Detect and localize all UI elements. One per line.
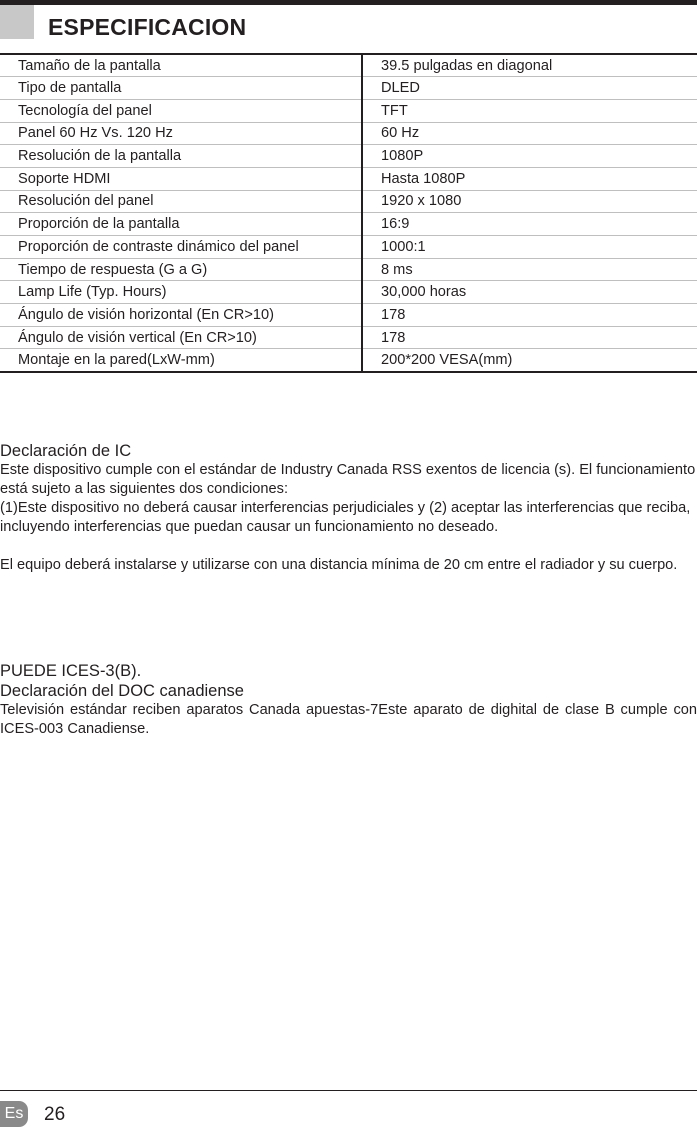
spec-row [0, 349, 697, 372]
spec-label: Proporción de contraste dinámico del panel [0, 236, 362, 259]
spec-row [0, 99, 697, 122]
spec-value: 1080P [362, 145, 697, 168]
ic-paragraph-3: El equipo deberá instalarse y utilizarse con una distancia mínima de 20 cm entre el radiador y su cuerpo. [0, 557, 678, 573]
spec-label: Tipo de pantalla [0, 77, 362, 100]
spec-label: Panel 60 Hz Vs. 120 Hz [0, 122, 362, 145]
spec-value: Hasta 1080P [362, 167, 697, 190]
spec-label: Soporte HDMI [0, 167, 362, 190]
spec-value: 30,000 horas [362, 281, 697, 304]
ic-paragraph-2: (1)Este dispositivo no deberá causar interferencias perjudiciales y (2) aceptar las interferencias que reciba, incluyendo interferencias que puedan causar un funcionamiento no deseado. [0, 500, 691, 535]
spec-label: Ángulo de visión vertical (En CR>10) [0, 326, 362, 349]
page-title: ESPECIFICACION [48, 14, 247, 40]
title-block [0, 5, 34, 39]
spec-label: Montaje en la pared(LxW-mm) [0, 349, 362, 372]
doc-paragraph: Televisión estándar reciben aparatos Canada apuestas-7Este aparato de dighital de clase B cumple con ICES-003 Canadiense. [0, 702, 697, 737]
spec-table [0, 53, 697, 373]
spec-row [0, 167, 697, 190]
spec-row [0, 213, 697, 236]
spec-value: TFT [362, 99, 697, 122]
spec-value: 200*200 VESA(mm) [362, 349, 697, 372]
spec-row [0, 190, 697, 213]
language-badge: Es [0, 1101, 28, 1127]
spec-row [0, 236, 697, 259]
spec-row [0, 304, 697, 327]
spec-value: 60 Hz [362, 122, 697, 145]
spec-row [0, 326, 697, 349]
spec-label: Tamaño de la pantalla [0, 54, 362, 77]
spec-row [0, 54, 697, 77]
ices-line: PUEDE ICES-3(B). [0, 662, 142, 680]
spec-value: 178 [362, 304, 697, 327]
ic-section [0, 441, 697, 575]
spec-value: 178 [362, 326, 697, 349]
ic-paragraph-1: Este dispositivo cumple con el estándar de Industry Canada RSS exentos de licencia (s). El funcionamiento está sujeto a las siguientes dos condiciones: [0, 462, 696, 497]
spec-row [0, 122, 697, 145]
ic-heading: Declaración de IC [0, 442, 132, 460]
spec-label: Proporción de la pantalla [0, 213, 362, 236]
doc-section [0, 661, 697, 739]
footer-rule [0, 1090, 697, 1091]
spec-label: Lamp Life (Typ. Hours) [0, 281, 362, 304]
page-number: 26 [44, 1104, 66, 1125]
spec-value: 39.5 pulgadas en diagonal [362, 54, 697, 77]
spec-value: DLED [362, 77, 697, 100]
spec-label: Ángulo de visión horizontal (En CR>10) [0, 304, 362, 327]
top-rule [0, 0, 697, 5]
spec-value: 8 ms [362, 258, 697, 281]
spec-label: Resolución de la pantalla [0, 145, 362, 168]
spec-value: 16:9 [362, 213, 697, 236]
spec-row [0, 145, 697, 168]
spec-row [0, 258, 697, 281]
spec-value: 1000:1 [362, 236, 697, 259]
doc-heading: Declaración del DOC canadiense [0, 682, 244, 700]
spec-value: 1920 x 1080 [362, 190, 697, 213]
spec-row [0, 77, 697, 100]
spec-label: Tiempo de respuesta (G a G) [0, 258, 362, 281]
spec-row [0, 281, 697, 304]
spec-label: Resolución del panel [0, 190, 362, 213]
spec-label: Tecnología del panel [0, 99, 362, 122]
